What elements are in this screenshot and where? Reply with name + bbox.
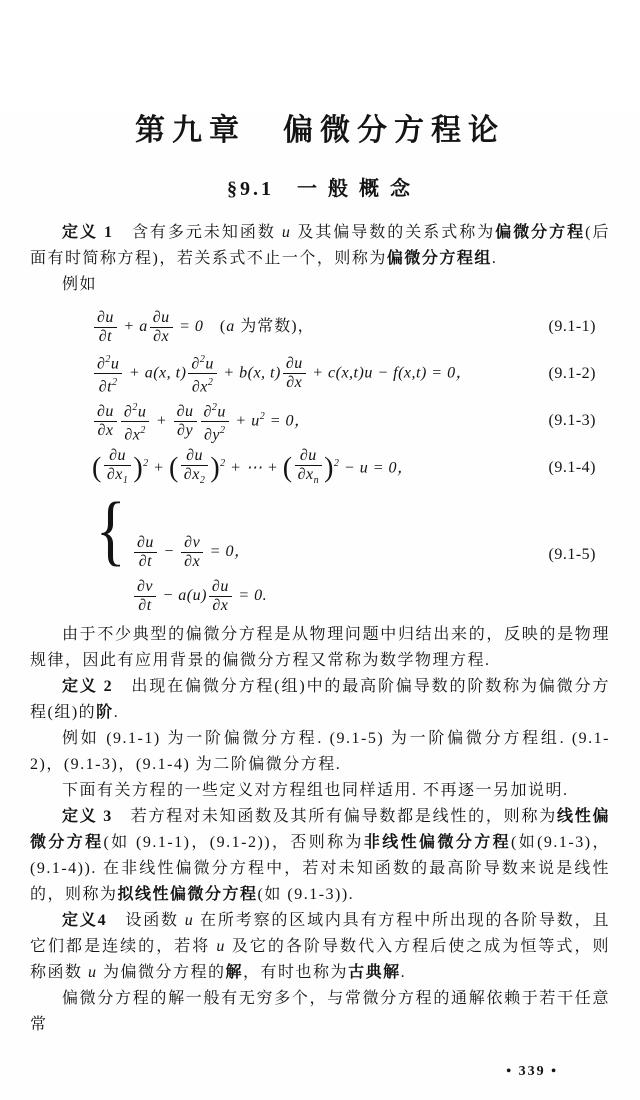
equation-9-1-1: $\frac{\partial u}{\partial t}$ + a $\frac{\partial u}{\partial x}$ = 0 (a 为常数)， [92, 310, 315, 345]
paragraph-definition-2: 定义 2 出现在偏微分方程(组)中的最高阶偏导数的阶数称为偏微分方程(组)的阶. [30, 678, 610, 722]
paragraph-order-examples: 例如 (9.1-1) 为一阶偏微分方程. (9.1-5) 为一阶偏微分方程组. (9.1-2)，(9.1-3)，(9.1-4) 为二阶偏微分方程. [30, 730, 610, 774]
equation-row-2 [30, 352, 610, 396]
paragraph-note: 下面有关方程的一些定义对方程组也同样适用. 不再逐一另加说明. [62, 782, 569, 800]
equation-tag-9-1-2: (9.1-2) [548, 364, 596, 382]
equation-9-1-4: ( $\frac{\partial u}{\partial x_1}$ )$^2$ + ( $\frac{\partial u}{\partial x_2}$ )$^2$ + ⋯ + ( $\frac{\partial u}{\partial x_n}$ )$^2$ − u = 0， [92, 446, 414, 486]
scanned-book-page [0, 112, 640, 1100]
equation-row-4 [30, 447, 610, 489]
paragraph-for-example: 例如 [62, 276, 98, 293]
paragraph-definition-4: 定义4 设函数 u 在所考察的区域内具有方程中所出现的各阶导数，且它们都是连续的，若将 u 及它的各阶导数代入方程后使之成为恒等式，则称函数 u 为偏微分方程的解，有时也称为古典解. [30, 912, 610, 982]
paragraph-definition-1: 定义 1 含有多元未知函数 u 及其偏导数的关系式称为偏微分方程(后面有时简称方程)，若关系式不止一个，则称为偏微分方程组. [30, 224, 610, 267]
equation-tag-9-1-4: (9.1-4) [548, 459, 596, 477]
equation-row-1 [30, 306, 610, 348]
equation-tag-9-1-1: (9.1-1) [548, 318, 596, 335]
section-title: §9.1 一 般 概 念 [227, 178, 413, 200]
paragraph-physics-background: 由于不少典型的偏微分方程是从物理问题中归结出来的，反映的是物理规律，因此有应用背景的偏微分方程又常称为数学物理方程. [30, 626, 610, 670]
equation-9-1-5: { $\frac{\partial u}{\partial t}$ − $\frac{\partial v}{\partial x}$ = 0， $\frac{\partial v}{\partial t}$ − a(u) $\frac{\partial u}{\partial x}$ = 0. [95, 486, 268, 615]
equation-tag-9-1-5: (9.1-5) [548, 545, 596, 563]
paragraph-definition-3: 定义 3 若方程对未知函数及其所有偏导数都是线性的，则称为线性偏微分方程(如 (9.1-1)，(9.1-2))，否则称为非线性偏微分方程(如(9.1-3)，(9.1-4)). 在非线性偏微分方程中，若对未知函数的最高阶导数来说是线性的，则称为拟线性偏微分方程(如 (9.1-3)). [30, 808, 610, 904]
equation-row-5-system [30, 486, 610, 615]
page-content [0, 112, 640, 1038]
chapter-title: 第九章 偏微分方程论 [135, 114, 505, 147]
equation-9-1-3: $\frac{\partial u}{\partial x}$ $\frac{\partial^2u}{\partial x^2}$ + $\frac{\partial u}{\partial y}$ $\frac{\partial^2u}{\partial y^2}$ + $u^2 = 0$， [92, 400, 311, 444]
page-number: • 339 • [506, 1064, 558, 1079]
equation-row-3 [30, 400, 610, 444]
equation-9-1-2: $\frac{\partial^2u}{\partial t^2}$ + a(x, t) $\frac{\partial^2u}{\partial x^2}$ + b(x, t) $\frac{\partial u}{\partial x}$ + c(x,t)u − f(x,t) = 0， [92, 352, 472, 396]
paragraph-solutions: 偏微分方程的解一般有无穷多个，与常微分方程的通解依赖于若干任意常 [30, 990, 610, 1034]
equation-tag-9-1-3: (9.1-3) [548, 412, 596, 430]
